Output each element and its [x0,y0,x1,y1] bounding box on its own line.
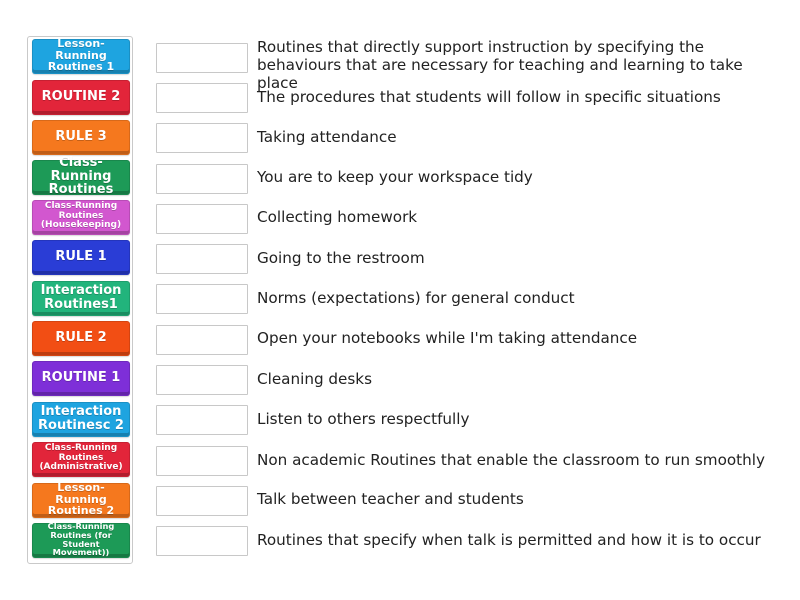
answer-tile[interactable] [32,240,130,275]
answer-tile[interactable] [32,39,130,74]
drop-slot[interactable] [156,244,248,274]
answer-tile[interactable] [32,321,130,356]
match-prompt: Open your notebooks while I'm taking attendance [257,329,638,347]
match-prompt: You are to keep your workspace tidy [257,168,533,186]
tile-label: Lesson- Running Routines 1 [47,37,115,74]
drop-slot[interactable] [156,325,248,355]
drop-slot[interactable] [156,365,248,395]
match-prompt: Norms (expectations) for general conduct [257,289,575,307]
tile-label: ROUTINE 2 [41,88,121,104]
match-prompt: Routines that specify when talk is permitted and how it is to occur [257,531,761,549]
answer-tile[interactable] [32,483,130,518]
answer-tile[interactable] [32,200,130,235]
tile-label: ROUTINE 1 [41,369,121,385]
answer-tile[interactable] [32,281,130,316]
drop-slot[interactable] [156,123,248,153]
tile-label: Interaction Routinesc 2 [38,403,124,433]
drop-slot[interactable] [156,446,248,476]
tile-label: RULE 2 [55,329,107,345]
answer-tile[interactable] [32,155,130,198]
drop-slot[interactable] [156,204,248,234]
tile-label: Interaction Routines1 [40,282,122,312]
tile-label: Class-Running Routines [48,155,114,198]
drop-slot[interactable] [156,526,248,556]
drop-slot[interactable] [156,43,248,73]
match-prompt: Talk between teacher and students [257,490,524,508]
tile-label: Class-Running Routines (for Student Movement)) [47,521,115,558]
tile-label: Class-Running Routines (Administrative) [39,443,123,473]
answer-tile[interactable] [32,402,130,437]
tile-label: Class-Running Routines (Housekeeping) [40,201,122,231]
tile-label: RULE 1 [55,248,107,264]
drop-slot[interactable] [156,284,248,314]
drop-slot[interactable] [156,164,248,194]
match-prompt: Listen to others respectfully [257,410,470,428]
answer-tile[interactable] [32,120,130,155]
answer-tile[interactable] [32,442,130,477]
answer-tile[interactable] [32,80,130,115]
match-prompt: Taking attendance [257,128,397,146]
match-prompt: Non academic Routines that enable the classroom to run smoothly [257,451,765,469]
match-prompt: Cleaning desks [257,370,373,388]
match-prompt: Collecting homework [257,208,418,226]
match-prompt: Going to the restroom [257,249,425,267]
answer-tile[interactable] [32,361,130,396]
match-prompt: Routines that directly support instruction by specifying the behaviours that are necessary for teaching and learning to take place [257,38,743,92]
tile-label: Lesson- Running Routines 2 [47,481,115,518]
drop-slot[interactable] [156,83,248,113]
match-prompt: The procedures that students will follow in specific situations [257,88,721,106]
drop-slot[interactable] [156,405,248,435]
drop-slot[interactable] [156,486,248,516]
answer-tile[interactable] [32,523,130,558]
tile-label: RULE 3 [55,128,107,144]
